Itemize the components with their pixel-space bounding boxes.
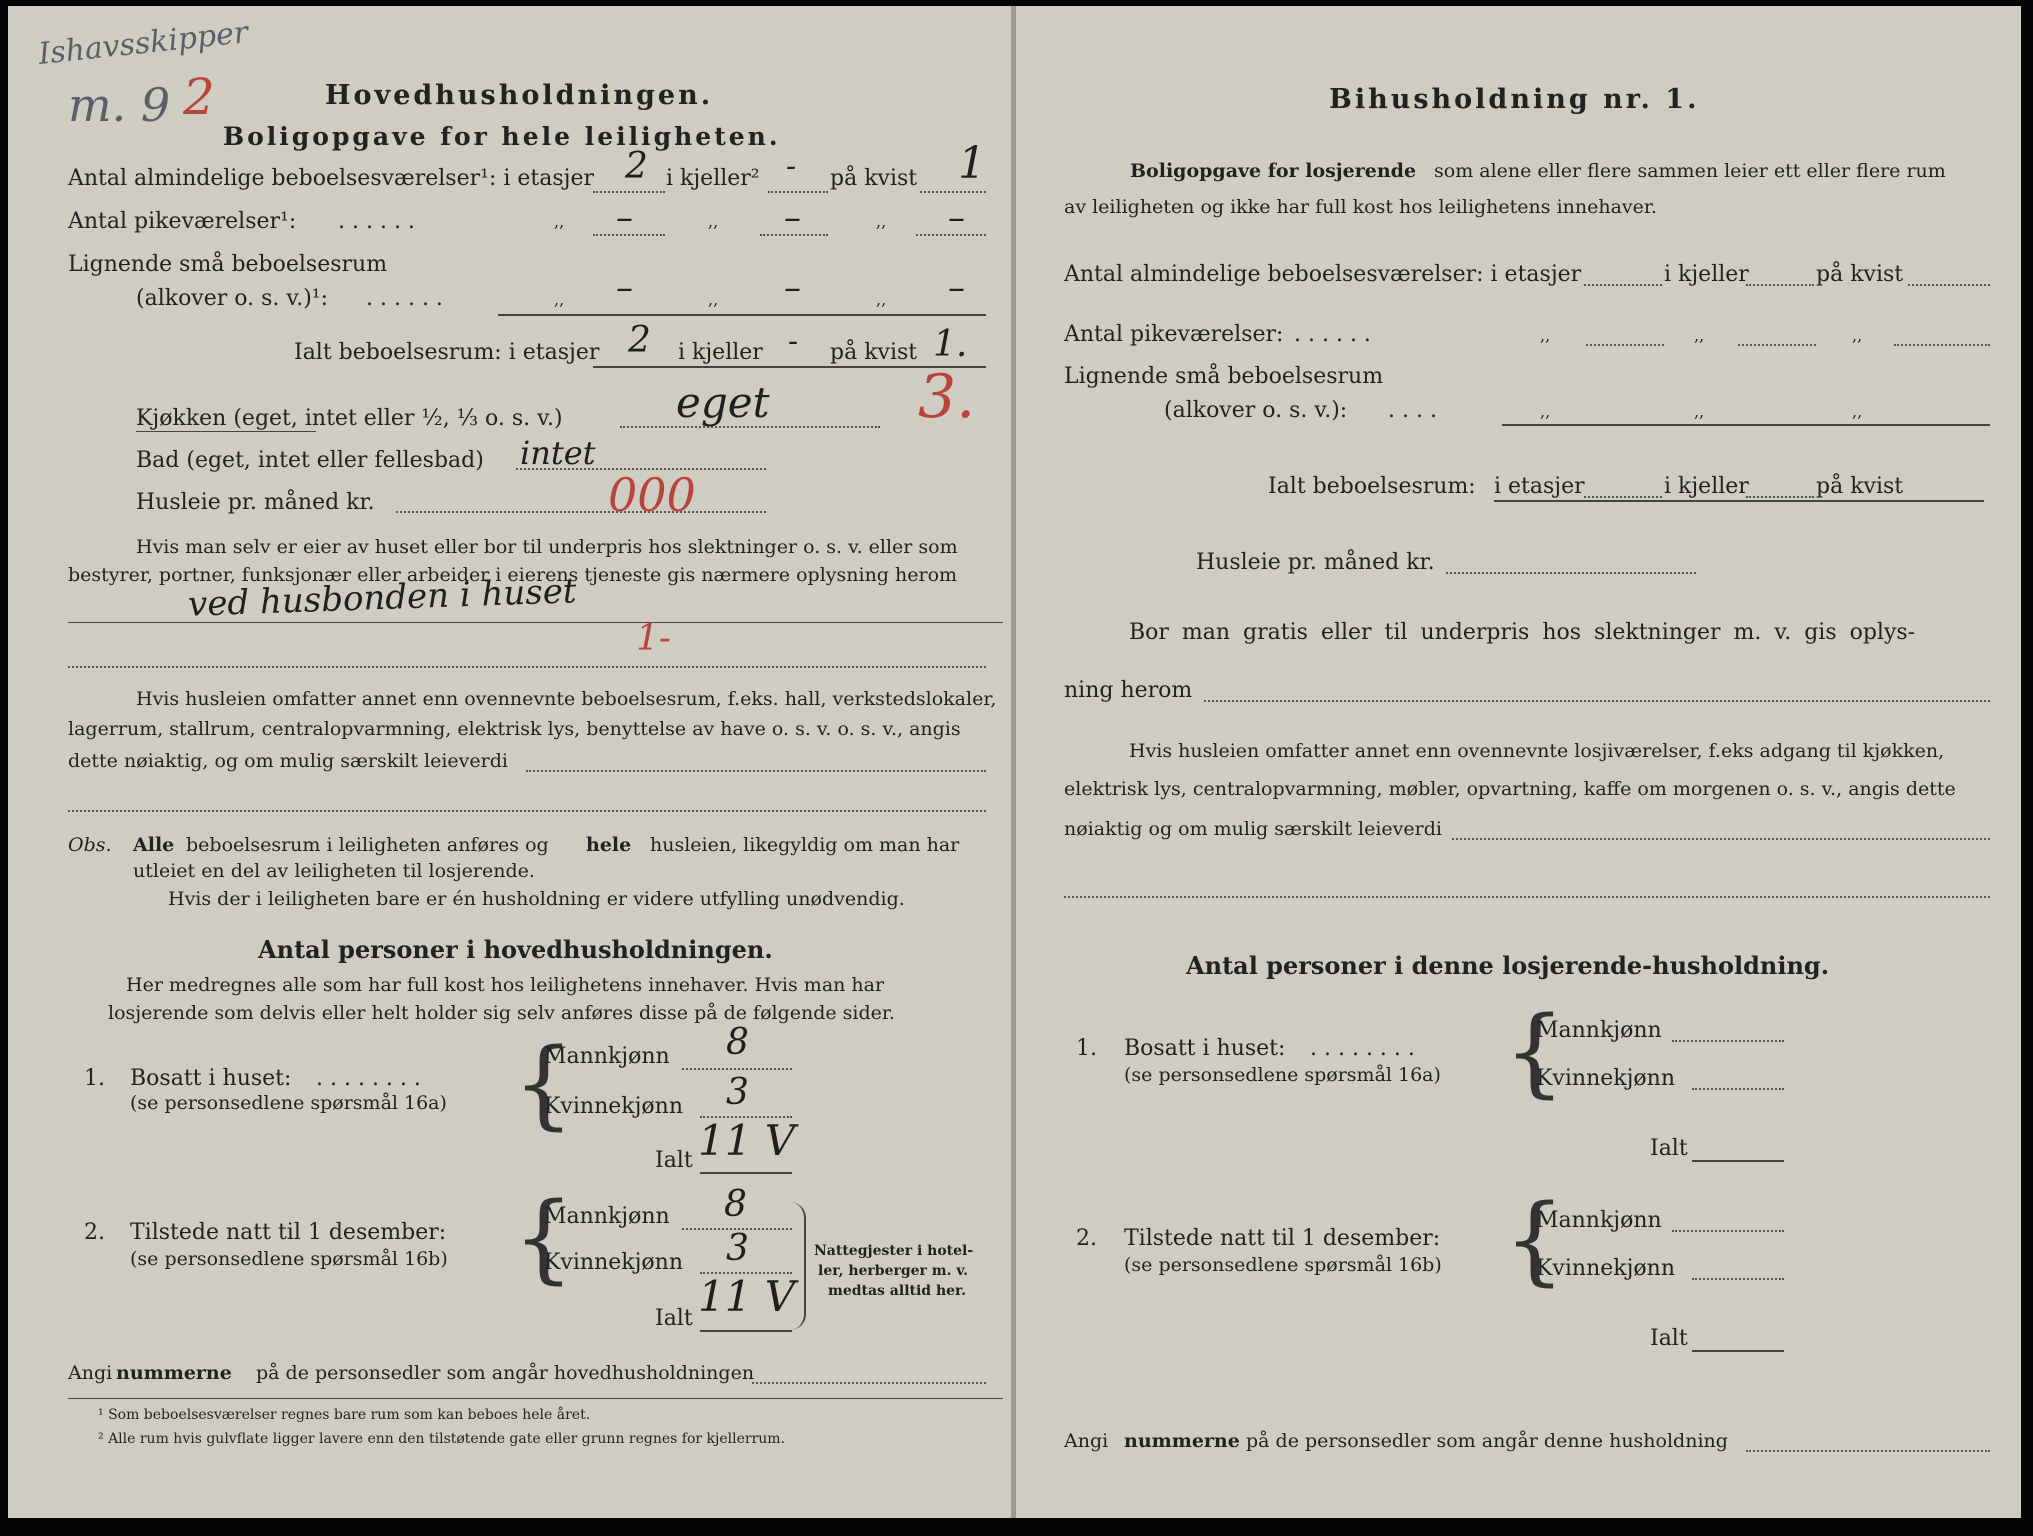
persons-paragraph-1: Her medregnes alle som har full kost hos leilighetens innehaver. Hvis man har: [126, 974, 885, 996]
ialt-kvist-value: 1.: [933, 324, 968, 365]
obs-alle: Alle: [133, 834, 175, 856]
rooms-etasjer-value: 2: [625, 146, 648, 187]
owner-line-2: [68, 666, 986, 668]
persons-paragraph-2: losjerende som delvis eller helt holder sig selv anføres disse på de følgende sider.: [108, 1002, 895, 1024]
lodger-q2-kvinne-label: Kvinnekjønn: [1536, 1256, 1675, 1281]
obs-text-3: utleiet en del av leiligheten til losjerende.: [133, 860, 535, 882]
q1-ialt-label: Ialt: [655, 1148, 693, 1173]
lodger-q2-number: 2.: [1076, 1226, 1097, 1251]
lodger-gratis-1: Bor man gratis eller til underpris hos slektninger m. v. gis oplys-: [1129, 620, 1916, 645]
pike-comma-2: ,,: [708, 212, 719, 231]
pike-label: Antal pikeværelser¹:: [68, 209, 297, 234]
angi-text: på de personsedler som angår hovedhusholdningen: [256, 1362, 755, 1384]
lodger-q1-kvinne-label: Kvinnekjønn: [1536, 1066, 1675, 1091]
page-subtitle: Boligopgave for hele leiligheten.: [223, 122, 781, 151]
kjokken-label: Kjøkken (eget, intet eller ½, ⅓ o. s. v.): [136, 406, 563, 431]
rooms-kjeller-field: [768, 191, 828, 193]
obs-text-1: beboelsesrum i leiligheten anføres og: [186, 834, 549, 856]
ialt-etasjer-value: 2: [628, 320, 651, 361]
footnote-divider: [68, 1398, 1003, 1399]
rooms-kvist-value: 1: [958, 138, 986, 189]
handwritten-ref: m. 9: [68, 78, 171, 132]
husleie-field: [396, 511, 766, 513]
ialt-kjeller-value: -: [788, 324, 799, 359]
owner-paragraph-1: Hvis man selv er eier av huset eller bor til underpris hos slektninger o. s. v. eller som: [136, 536, 958, 558]
q2-right-brace: [790, 1202, 806, 1330]
lodger-include-3: nøiaktig og om mulig særskilt leieverdi: [1064, 818, 1442, 840]
lodger-ialt-label: Ialt beboelsesrum:: [1268, 474, 1476, 499]
kjokken-underline: [136, 431, 316, 432]
pike-value-3: –: [948, 198, 965, 238]
lodger-angi-text: på de personsedler som angår denne husholdning: [1246, 1430, 1728, 1452]
lodger-rooms-kvist-field: [1908, 284, 1990, 286]
lodger-persons-title: Antal personer i denne losjerende-husholdning.: [1186, 951, 1830, 980]
owner-paragraph-2: bestyrer, portner, funksjonær eller arbeider i eierens tjeneste gis nærmere oplysning herom: [68, 564, 958, 586]
lodger-q1-ialt-field: [1692, 1160, 1784, 1162]
rooms-kjeller-label: i kjeller²: [666, 166, 760, 191]
obs-text-2: husleien, likegyldig om man har: [650, 834, 960, 856]
q1-brace: {: [513, 1028, 575, 1140]
lodger-q1-ialt-label: Ialt: [1650, 1136, 1688, 1161]
lodger-q1-sublabel: (se personsedlene spørsmål 16a): [1124, 1064, 1441, 1086]
lodger-husleie-label: Husleie pr. måned kr.: [1196, 550, 1435, 575]
lodger-ialt-rule: [1494, 500, 1984, 502]
angi-field: [752, 1382, 986, 1384]
kjokken-value: eget: [676, 378, 770, 427]
obs-hele: hele: [586, 834, 632, 856]
q2-mann-label: Mannkjønn: [544, 1204, 670, 1229]
husleie-label: Husleie pr. måned kr.: [136, 490, 375, 515]
lodger-pike-field-1: [1586, 344, 1664, 346]
lodger-q1-dots: . . . . . . . .: [1310, 1036, 1415, 1061]
lodger-ialt-kjeller-field: [1746, 496, 1814, 498]
handwritten-ref-red: 2: [183, 68, 215, 126]
lodger-intro-1: som alene eller flere sammen leier ett eller flere rum: [1434, 160, 1946, 182]
rooms-label: Antal almindelige beboelsesværelser¹: i etasjer: [68, 166, 595, 191]
lodger-alkover-rule: [1502, 424, 1990, 426]
lodger-alkover-label: Lignende små beboelsesrum: [1064, 364, 1384, 389]
lodger-rooms-etasjer-field: [1584, 284, 1662, 286]
lodger-alkover-comma-3: ,,: [1852, 402, 1863, 421]
lodger-title: Bihusholdning nr. 1.: [1329, 84, 1700, 115]
include-paragraph-1: Hvis husleien omfatter annet enn ovennevnte beboelsesrum, f.eks. hall, verkstedslokaler,: [136, 688, 997, 710]
q2-number: 2.: [84, 1220, 105, 1245]
lodger-rooms-kjeller-field: [1746, 284, 1814, 286]
q1-mann-label: Mannkjønn: [544, 1044, 670, 1069]
lodger-include-field-1: [1452, 838, 1990, 840]
lodger-pike-dots: . . . . . .: [1294, 322, 1371, 347]
owner-red-mark: 1-: [636, 618, 672, 659]
left-page: [8, 6, 1012, 1518]
pike-comma-3: ,,: [876, 212, 887, 231]
ialt-kjeller-label: i kjeller: [678, 340, 763, 365]
include-field-2: [68, 810, 986, 812]
lodger-q2-label: Tilstede natt til 1 desember:: [1124, 1226, 1441, 1251]
q1-dots: . . . . . . . .: [316, 1066, 421, 1091]
alkover-comma-2: ,,: [708, 290, 719, 309]
q1-mann-value: 8: [726, 1022, 749, 1063]
lodger-pike-comma-1: ,,: [1540, 326, 1551, 345]
lodger-q1-kvinne-field: [1692, 1088, 1784, 1090]
lodger-q2-ialt-field: [1692, 1350, 1784, 1352]
alkover-value-3: –: [948, 268, 965, 308]
rooms-kjeller-value: -: [786, 149, 797, 184]
q1-label: Bosatt i huset:: [130, 1066, 292, 1091]
rooms-kvist-label: på kvist: [830, 166, 918, 191]
page-title: Hovedhusholdningen.: [325, 80, 714, 111]
q2-kvinne-label: Kvinnekjønn: [544, 1250, 683, 1275]
q2-ialt-value: 11 V: [698, 1272, 796, 1321]
q1-kvinne-value: 3: [726, 1072, 749, 1113]
q2-sublabel: (se personsedlene spørsmål 16b): [130, 1248, 448, 1270]
lodger-alkover-sublabel: (alkover o. s. v.):: [1164, 398, 1348, 423]
lodger-intro-bold: Boligopgave for losjerende: [1130, 160, 1417, 182]
q1-number: 1.: [84, 1066, 105, 1091]
lodger-ialt-etasjer-label: i etasjer: [1494, 474, 1585, 499]
lodger-angi-nummerne: nummerne: [1124, 1430, 1240, 1452]
alkover-rule: [498, 314, 986, 316]
lodger-ialt-etasjer-field: [1584, 496, 1662, 498]
lodger-alkover-dots: . . . .: [1388, 398, 1437, 423]
pike-value-1: –: [616, 198, 633, 238]
lodger-pike-label: Antal pikeværelser:: [1064, 322, 1284, 347]
q2-ialt-label: Ialt: [655, 1306, 693, 1331]
pike-comma-1: ,,: [554, 212, 565, 231]
include-paragraph-3: dette nøiaktig, og om mulig særskilt leieverdi: [68, 750, 508, 772]
lodger-gratis-2: ning herom: [1064, 678, 1193, 703]
lodger-angi-label: Angi: [1064, 1430, 1109, 1452]
lodger-intro-2: av leiligheten og ikke har full kost hos leilighetens innehaver.: [1064, 196, 1657, 218]
alkover-comma-3: ,,: [876, 290, 887, 309]
lodger-pike-comma-2: ,,: [1694, 326, 1705, 345]
natt-note-2: ler, herberger m. v.: [818, 1263, 968, 1279]
lodger-q1-mann-label: Mannkjønn: [1536, 1018, 1662, 1043]
persons-title: Antal personer i hovedhusholdningen.: [258, 935, 773, 964]
pike-value-2: –: [784, 198, 801, 238]
q1-sublabel: (se personsedlene spørsmål 16a): [130, 1092, 447, 1114]
alkover-comma-1: ,,: [554, 290, 565, 309]
lodger-q2-brace: {: [1504, 1184, 1566, 1296]
q2-kvinne-value: 3: [726, 1228, 749, 1269]
lodger-q2-sublabel: (se personsedlene spørsmål 16b): [1124, 1254, 1442, 1276]
lodger-ialt-kvist-label: på kvist: [1816, 474, 1904, 499]
q2-label: Tilstede natt til 1 desember:: [130, 1220, 447, 1245]
pike-dots: . . . . . .: [338, 209, 415, 234]
angi-label: Angi: [68, 1362, 113, 1384]
q1-ialt-field: [700, 1172, 792, 1174]
natt-note-1: Nattegjester i hotel-: [814, 1243, 974, 1259]
lodger-angi-field: [1746, 1450, 1990, 1452]
lodger-include-2: elektrisk lys, centralopvarmning, møbler, opvartning, kaffe om morgenen o. s. v., angis dette: [1064, 778, 1956, 800]
lodger-include-1: Hvis husleien omfatter annet enn ovennevnte losjiværelser, f.eks adgang til kjøkken,: [1129, 740, 1945, 762]
lodger-q1-mann-field: [1672, 1040, 1784, 1042]
handwritten-occupation: Ishavsskipper: [36, 15, 250, 72]
lodger-gratis-field: [1204, 700, 1990, 702]
q2-mann-value: 8: [724, 1184, 747, 1225]
angi-nummerne: nummerne: [116, 1362, 232, 1384]
footnote-1: ¹ Som beboelsesværelser regnes bare rum som kan beboes hele året.: [98, 1407, 591, 1423]
lodger-q2-kvinne-field: [1692, 1278, 1784, 1280]
q1-ialt-value: 11 V: [698, 1116, 796, 1165]
lodger-alkover-comma-2: ,,: [1694, 402, 1705, 421]
obs-text-4: Hvis der i leiligheten bare er én husholdning er videre utfylling unødvendig.: [168, 888, 905, 910]
alkover-sublabel: (alkover o. s. v.)¹:: [136, 286, 329, 311]
q1-kvinne-label: Kvinnekjønn: [544, 1094, 683, 1119]
lodger-rooms-kjeller-label: i kjeller: [1664, 262, 1749, 287]
lodger-alkover-comma-1: ,,: [1540, 402, 1551, 421]
q2-brace: {: [513, 1182, 575, 1294]
husleie-value: 000: [608, 468, 696, 522]
lodger-pike-field-3: [1894, 344, 1990, 346]
bad-value: intet: [520, 434, 596, 472]
lodger-q2-mann-label: Mannkjønn: [1536, 1208, 1662, 1233]
lodger-q2-ialt-label: Ialt: [1650, 1326, 1688, 1351]
lodger-include-field-2: [1064, 896, 1990, 898]
lodger-pike-comma-3: ,,: [1852, 326, 1863, 345]
lodger-q1-label: Bosatt i huset:: [1124, 1036, 1286, 1061]
right-page: [1016, 6, 2021, 1518]
ialt-total-red: 3.: [918, 362, 976, 432]
owner-note: ved husbonden i huset: [187, 571, 578, 625]
ialt-rooms-label: Ialt beboelsesrum: i etasjer: [294, 340, 600, 365]
bad-label: Bad (eget, intet eller fellesbad): [136, 448, 484, 473]
lodger-husleie-field: [1446, 572, 1696, 574]
obs-label: Obs.: [68, 834, 112, 856]
rooms-kvist-field: [920, 191, 986, 193]
footnote-2: ² Alle rum hvis gulvflate ligger lavere enn den tilstøtende gate eller grunn regnes for kjellerrum.: [98, 1431, 786, 1447]
include-paragraph-2: lagerrum, stallrum, centralopvarmning, elektrisk lys, benyttelse av have o. s. v. o. s. v., angis: [68, 718, 961, 740]
alkover-dots: . . . . . .: [366, 286, 443, 311]
alkover-value-2: –: [784, 268, 801, 308]
include-field-1: [526, 770, 986, 772]
q2-ialt-field: [700, 1330, 792, 1332]
rooms-etasjer-field: [593, 191, 665, 193]
lodger-q2-mann-field: [1672, 1230, 1784, 1232]
lodger-rooms-label: Antal almindelige beboelsesværelser: i etasjer: [1064, 262, 1582, 287]
natt-note-3: medtas alltid her.: [828, 1283, 967, 1299]
alkover-label: Lignende små beboelsesrum: [68, 252, 388, 277]
lodger-rooms-kvist-label: på kvist: [1816, 262, 1904, 287]
ialt-kvist-label: på kvist: [830, 340, 918, 365]
lodger-q1-number: 1.: [1076, 1036, 1097, 1061]
owner-line-1: [68, 622, 1003, 623]
lodger-pike-field-2: [1738, 344, 1816, 346]
lodger-q1-brace: {: [1504, 996, 1566, 1108]
alkover-value-1: –: [616, 268, 633, 308]
lodger-ialt-kjeller-label: i kjeller: [1664, 474, 1749, 499]
q1-mann-field: [682, 1068, 792, 1070]
